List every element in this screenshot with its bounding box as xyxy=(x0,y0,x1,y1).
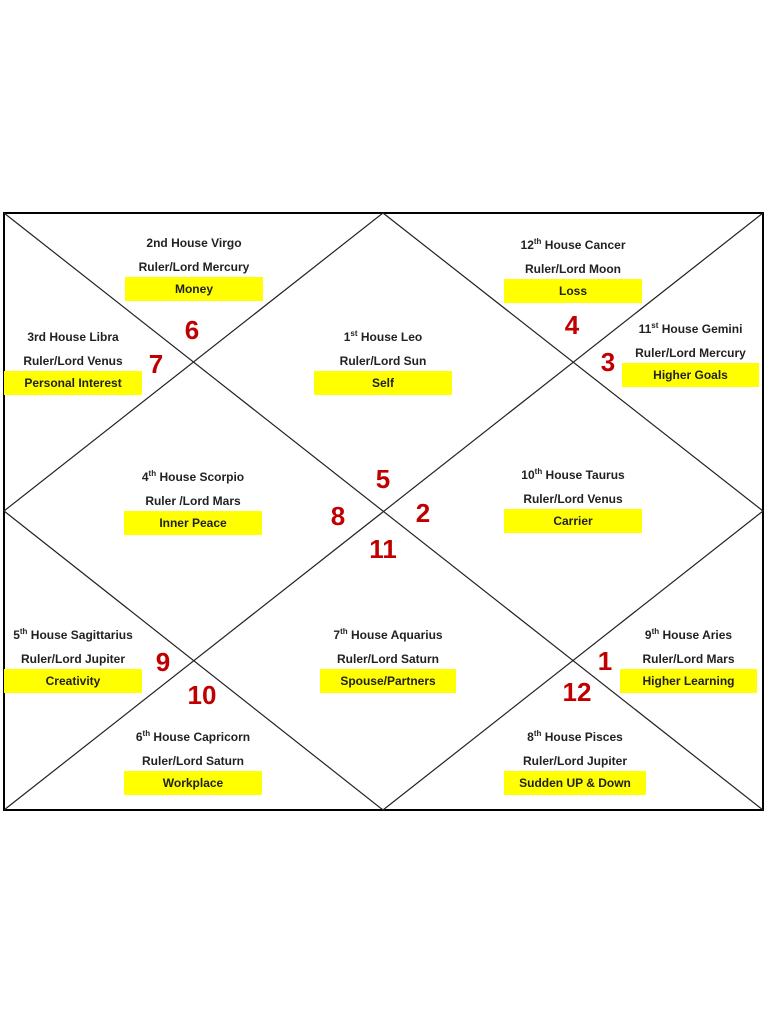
sign-number: 11 xyxy=(369,534,397,564)
house-meaning-tag: Self xyxy=(314,371,452,395)
house-2-block xyxy=(125,236,263,301)
house-7-block xyxy=(320,628,456,693)
house-meaning-tag: Loss xyxy=(504,279,642,303)
sign-number: 1 xyxy=(597,646,613,676)
sign-number: 10 xyxy=(187,680,217,710)
house-12-block xyxy=(504,238,642,303)
house-ruler: Ruler/Lord Mercury xyxy=(138,260,250,274)
sign-number: 12 xyxy=(562,677,592,707)
house-meaning-tag: Inner Peace xyxy=(124,511,262,535)
house-ruler: Ruler/Lord Sun xyxy=(339,354,427,368)
house-meaning-tag: Creativity xyxy=(4,669,142,693)
sign-number: 5 xyxy=(375,464,391,494)
sign-number: 9 xyxy=(155,647,171,677)
house-10-block xyxy=(504,468,642,533)
house-3-block xyxy=(4,330,142,395)
house-ruler: Ruler/Lord Jupiter xyxy=(522,754,627,768)
house-11-block xyxy=(622,322,759,387)
house-ruler: Ruler/Lord Saturn xyxy=(336,652,439,666)
house-meaning-tag: Money xyxy=(125,277,263,301)
house-title: 8th House Pisces xyxy=(527,729,623,744)
house-5-block xyxy=(4,628,142,693)
house-6-block xyxy=(124,730,262,795)
house-ruler: Ruler/Lord Venus xyxy=(523,492,623,506)
sign-number: 4 xyxy=(564,310,580,340)
sign-number: 8 xyxy=(330,501,346,531)
house-9-block xyxy=(620,628,757,693)
house-meaning-tag: Higher Learning xyxy=(620,669,757,693)
house-meaning-tag: Personal Interest xyxy=(4,371,142,395)
house-ruler: Ruler/Lord Mars xyxy=(642,652,735,666)
house-ruler: Ruler/Lord Moon xyxy=(525,262,621,276)
house-title: 7th House Aquarius xyxy=(333,627,443,642)
house-ruler: Ruler /Lord Mars xyxy=(145,494,241,508)
house-meaning-tag: Spouse/Partners xyxy=(320,669,456,693)
house-title: 4th House Scorpio xyxy=(141,469,245,484)
house-title: 5th House Sagittarius xyxy=(13,627,133,642)
house-ruler: Ruler/Lord Jupiter xyxy=(20,652,125,666)
house-meaning-tag: Higher Goals xyxy=(622,363,759,387)
sign-number: 2 xyxy=(415,498,431,528)
sign-number: 7 xyxy=(148,349,164,379)
house-ruler: Ruler/Lord Venus xyxy=(23,354,123,368)
house-title: 10th House Taurus xyxy=(521,467,625,482)
sign-number: 3 xyxy=(600,347,616,377)
house-title: 11st House Gemini xyxy=(638,321,743,336)
house-title: 3rd House Libra xyxy=(27,330,119,344)
house-meaning-tag: Workplace xyxy=(124,771,262,795)
house-title: 12th House Cancer xyxy=(520,237,626,252)
house-ruler: Ruler/Lord Saturn xyxy=(141,754,244,768)
house-8-block xyxy=(504,730,646,795)
house-meaning-tag: Sudden UP & Down xyxy=(504,771,646,795)
house-title: 6th House Capricorn xyxy=(135,729,251,744)
house-meaning-tag: Carrier xyxy=(504,509,642,533)
sign-number: 6 xyxy=(184,315,200,345)
house-ruler: Ruler/Lord Mercury xyxy=(635,346,746,360)
house-title: 2nd House Virgo xyxy=(146,236,242,250)
house-title: 9th House Aries xyxy=(644,627,733,642)
house-1-block xyxy=(314,330,452,395)
house-4-block xyxy=(124,470,262,535)
house-title: 1st House Leo xyxy=(343,329,423,344)
